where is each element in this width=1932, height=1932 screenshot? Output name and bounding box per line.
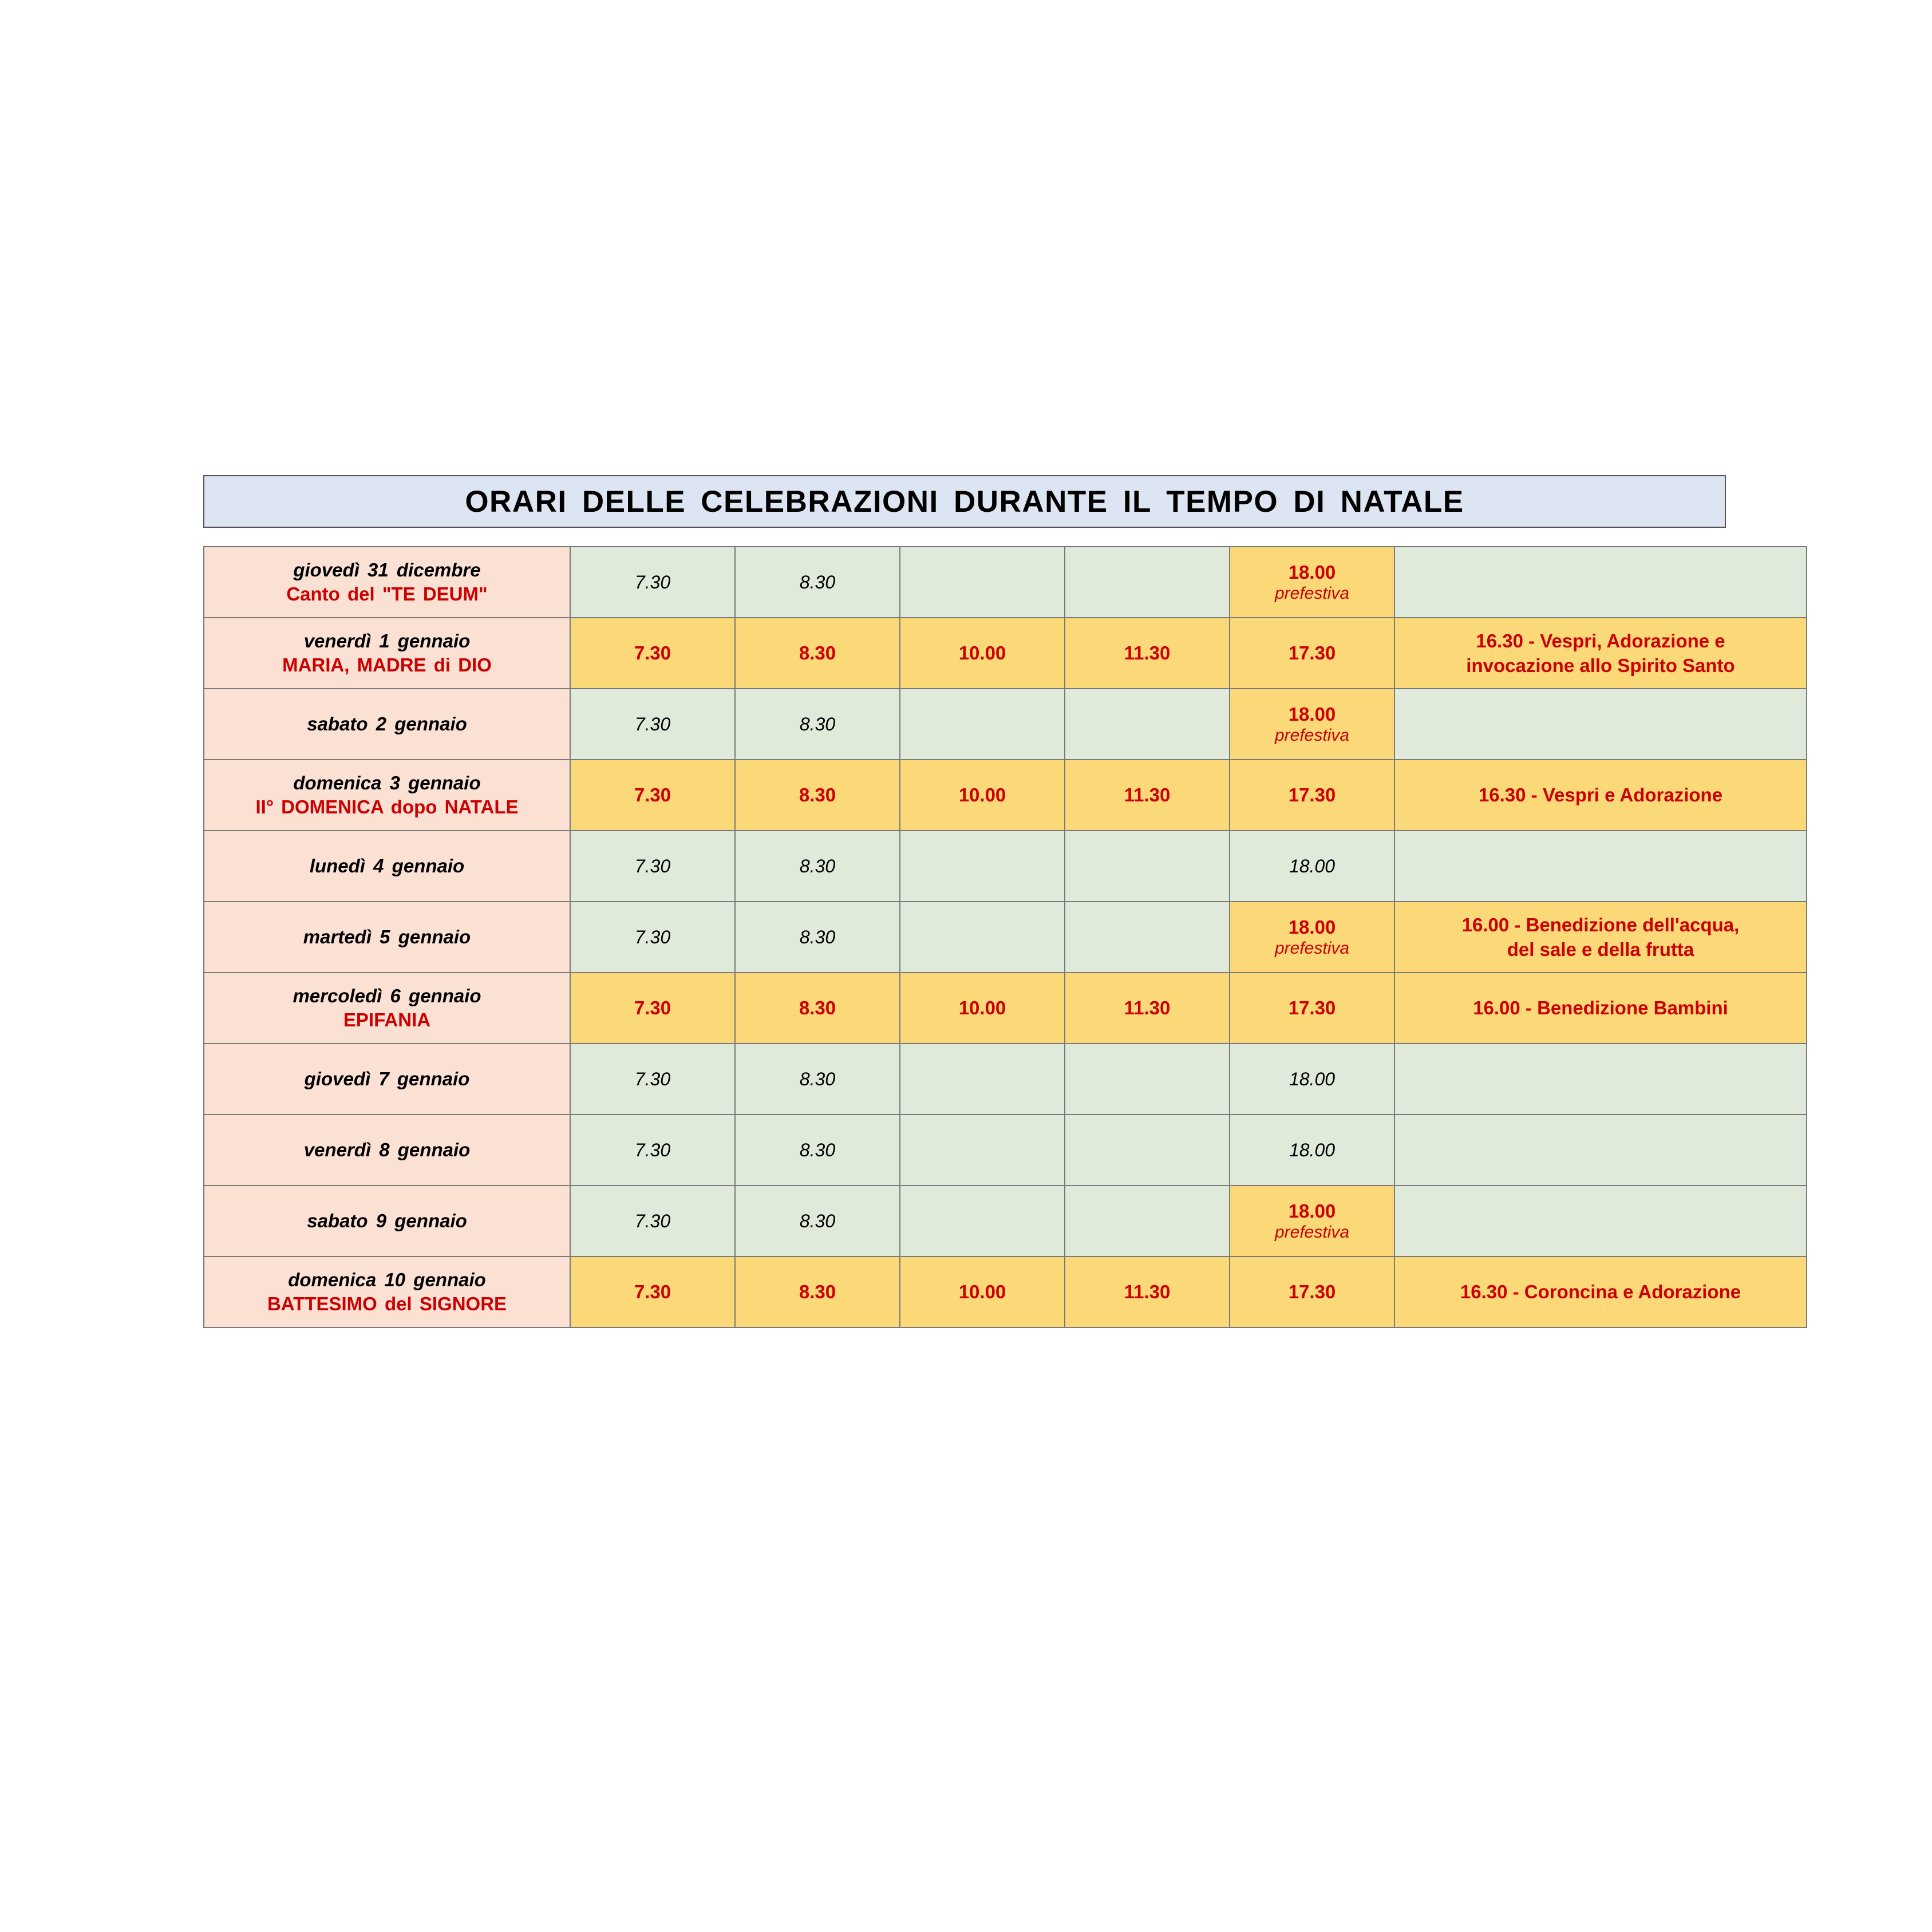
day-label: domenica 10 gennaio (288, 1269, 486, 1290)
mass-time-cell (1230, 760, 1394, 831)
table-row (204, 1115, 1807, 1186)
mass-time: 17.30 (1288, 642, 1336, 663)
mass-time-cell (570, 902, 735, 973)
mass-time: 18.00 (1288, 1200, 1336, 1222)
mass-time-cell (735, 831, 900, 902)
mass-time: 11.30 (1124, 642, 1171, 663)
mass-time-cell (900, 1257, 1065, 1327)
mass-time-cell (570, 1186, 735, 1257)
day-cell (204, 831, 570, 902)
note-line: invocazione allo Spirito Santo (1466, 654, 1735, 676)
mass-time: 10.00 (958, 784, 1006, 805)
note-line: 16.00 - Benedizione dell'acqua, (1461, 914, 1740, 935)
mass-time-cell (1065, 1257, 1230, 1327)
mass-time-note: prefestiva (1274, 583, 1350, 603)
note-line: del sale e della frutta (1507, 938, 1694, 960)
mass-time-cell (1065, 1115, 1230, 1186)
mass-time: 7.30 (634, 1139, 671, 1160)
day-label: martedì 5 gennaio (303, 926, 471, 947)
mass-time-cell (1065, 1186, 1230, 1257)
mass-time-cell (900, 902, 1065, 973)
feast-label: EPIFANIA (343, 1009, 431, 1030)
page-title: ORARI DELLE CELEBRAZIONI DURANTE IL TEMPO DI NATALE (465, 484, 1464, 519)
mass-time: 18.00 (1289, 855, 1336, 876)
mass-time-cell (570, 831, 735, 902)
day-cell (204, 618, 570, 689)
mass-time-cell (1230, 1044, 1394, 1115)
mass-time-cell (900, 1044, 1065, 1115)
day-cell (204, 973, 570, 1044)
mass-time-cell (1230, 547, 1394, 618)
mass-time: 10.00 (958, 997, 1006, 1018)
mass-time: 17.30 (1288, 1281, 1336, 1302)
mass-time: 8.30 (799, 997, 836, 1018)
mass-time: 7.30 (634, 1281, 671, 1302)
mass-time-cell (735, 689, 900, 760)
mass-time-cell (900, 973, 1065, 1044)
table-row (204, 831, 1807, 902)
mass-time-cell (1230, 973, 1394, 1044)
table-row (204, 1044, 1807, 1115)
day-label: lunedì 4 gennaio (309, 855, 465, 876)
mass-time-cell (900, 760, 1065, 831)
feast-label: II° DOMENICA dopo NATALE (255, 796, 519, 817)
day-cell (204, 689, 570, 760)
note-line: 16.30 - Vespri e Adorazione (1478, 784, 1723, 805)
mass-time-cell (1065, 689, 1230, 760)
schedule-sheet (203, 475, 1741, 1328)
note-cell (1394, 831, 1807, 902)
mass-time-cell (570, 973, 735, 1044)
table-row (204, 902, 1807, 973)
mass-time: 8.30 (799, 571, 836, 592)
mass-time: 10.00 (958, 642, 1006, 663)
day-label: sabato 2 gennaio (307, 713, 467, 734)
table-body (204, 547, 1807, 1327)
day-label: giovedì 7 gennaio (304, 1068, 470, 1089)
note-cell (1394, 618, 1807, 689)
mass-time: 7.30 (634, 713, 671, 734)
mass-time: 8.30 (799, 642, 836, 663)
mass-time-cell (900, 1186, 1065, 1257)
mass-time-cell (570, 547, 735, 618)
feast-label: BATTESIMO del SIGNORE (267, 1293, 507, 1314)
mass-time: 7.30 (634, 642, 671, 663)
mass-time: 11.30 (1124, 784, 1171, 805)
table-row (204, 689, 1807, 760)
day-cell (204, 760, 570, 831)
mass-time-cell (1230, 618, 1394, 689)
day-cell (204, 1186, 570, 1257)
mass-time: 8.30 (799, 1281, 836, 1302)
mass-time-cell (1065, 902, 1230, 973)
mass-time: 7.30 (634, 926, 671, 947)
feast-label: MARIA, MADRE di DIO (282, 654, 492, 675)
celebrations-table (203, 546, 1807, 1328)
mass-time: 18.00 (1288, 916, 1336, 938)
day-cell (204, 902, 570, 973)
mass-time-cell (735, 1257, 900, 1327)
mass-time-cell (1230, 1115, 1394, 1186)
mass-time: 7.30 (634, 997, 671, 1018)
mass-time-cell (735, 973, 900, 1044)
note-cell (1394, 760, 1807, 831)
mass-time: 7.30 (634, 1068, 671, 1089)
table-row (204, 1257, 1807, 1327)
mass-time: 17.30 (1288, 784, 1336, 805)
mass-time: 7.30 (634, 855, 671, 876)
day-cell (204, 1257, 570, 1327)
mass-time: 10.00 (958, 1281, 1006, 1302)
mass-time: 8.30 (799, 784, 836, 805)
mass-time-cell (1230, 831, 1394, 902)
mass-time-cell (735, 618, 900, 689)
mass-time-cell (570, 689, 735, 760)
page-title-banner (203, 475, 1726, 528)
mass-time-cell (570, 1044, 735, 1115)
mass-time-cell (735, 1115, 900, 1186)
mass-time-cell (1065, 973, 1230, 1044)
mass-time-cell (570, 760, 735, 831)
mass-time-cell (1065, 831, 1230, 902)
mass-time-cell (1065, 760, 1230, 831)
mass-time-note: prefestiva (1274, 938, 1350, 958)
mass-time-cell (900, 689, 1065, 760)
mass-time: 8.30 (799, 713, 836, 734)
day-label: domenica 3 gennaio (293, 772, 481, 793)
mass-time: 8.30 (799, 855, 836, 876)
mass-time: 18.00 (1289, 1068, 1336, 1089)
mass-time-cell (900, 1115, 1065, 1186)
note-line: 16.00 - Benedizione Bambini (1473, 997, 1728, 1018)
mass-time-cell (1230, 1257, 1394, 1327)
mass-time-cell (570, 1257, 735, 1327)
mass-time: 7.30 (634, 784, 671, 805)
mass-time: 18.00 (1288, 561, 1336, 583)
note-cell (1394, 1186, 1807, 1257)
mass-time-cell (1065, 547, 1230, 618)
day-cell (204, 547, 570, 618)
day-cell (204, 1115, 570, 1186)
note-line: 16.30 - Coroncina e Adorazione (1460, 1281, 1741, 1302)
mass-time-cell (1230, 689, 1394, 760)
mass-time-note: prefestiva (1274, 1222, 1350, 1242)
mass-time-cell (1065, 618, 1230, 689)
mass-time-cell (735, 902, 900, 973)
day-label: giovedì 31 dicembre (293, 559, 481, 580)
note-cell (1394, 1115, 1807, 1186)
mass-time: 11.30 (1124, 997, 1171, 1018)
table-row (204, 760, 1807, 831)
table-row (204, 973, 1807, 1044)
table-row (204, 547, 1807, 618)
mass-time: 17.30 (1288, 997, 1336, 1018)
mass-time-note: prefestiva (1274, 725, 1350, 745)
mass-time-cell (570, 1115, 735, 1186)
mass-time: 7.30 (634, 571, 671, 592)
mass-time-cell (1065, 1044, 1230, 1115)
feast-label: Canto del "TE DEUM" (286, 583, 488, 605)
mass-time-cell (900, 831, 1065, 902)
table-row (204, 1186, 1807, 1257)
mass-time-cell (735, 760, 900, 831)
note-line: 16.30 - Vespri, Adorazione e (1476, 630, 1725, 651)
day-label: mercoledì 6 gennaio (293, 985, 481, 1006)
note-cell (1394, 902, 1807, 973)
mass-time: 8.30 (799, 926, 836, 947)
table-row (204, 618, 1807, 689)
note-cell (1394, 1044, 1807, 1115)
mass-time: 8.30 (799, 1068, 836, 1089)
mass-time-cell (735, 1044, 900, 1115)
mass-time-cell (735, 1186, 900, 1257)
note-cell (1394, 547, 1807, 618)
mass-time-cell (900, 547, 1065, 618)
note-cell (1394, 1257, 1807, 1327)
day-label: venerdì 8 gennaio (303, 1139, 471, 1160)
note-cell (1394, 689, 1807, 760)
mass-time-cell (900, 618, 1065, 689)
mass-time: 8.30 (799, 1210, 836, 1231)
day-cell (204, 1044, 570, 1115)
note-cell (1394, 973, 1807, 1044)
mass-time-cell (1230, 902, 1394, 973)
day-label: sabato 9 gennaio (307, 1210, 467, 1231)
mass-time: 18.00 (1288, 703, 1336, 725)
mass-time: 11.30 (1124, 1281, 1171, 1302)
mass-time: 7.30 (634, 1210, 671, 1231)
mass-time: 8.30 (799, 1139, 836, 1160)
mass-time-cell (570, 618, 735, 689)
mass-time-cell (1230, 1186, 1394, 1257)
day-label: venerdì 1 gennaio (303, 630, 471, 651)
mass-time: 18.00 (1289, 1139, 1336, 1160)
mass-time-cell (735, 547, 900, 618)
